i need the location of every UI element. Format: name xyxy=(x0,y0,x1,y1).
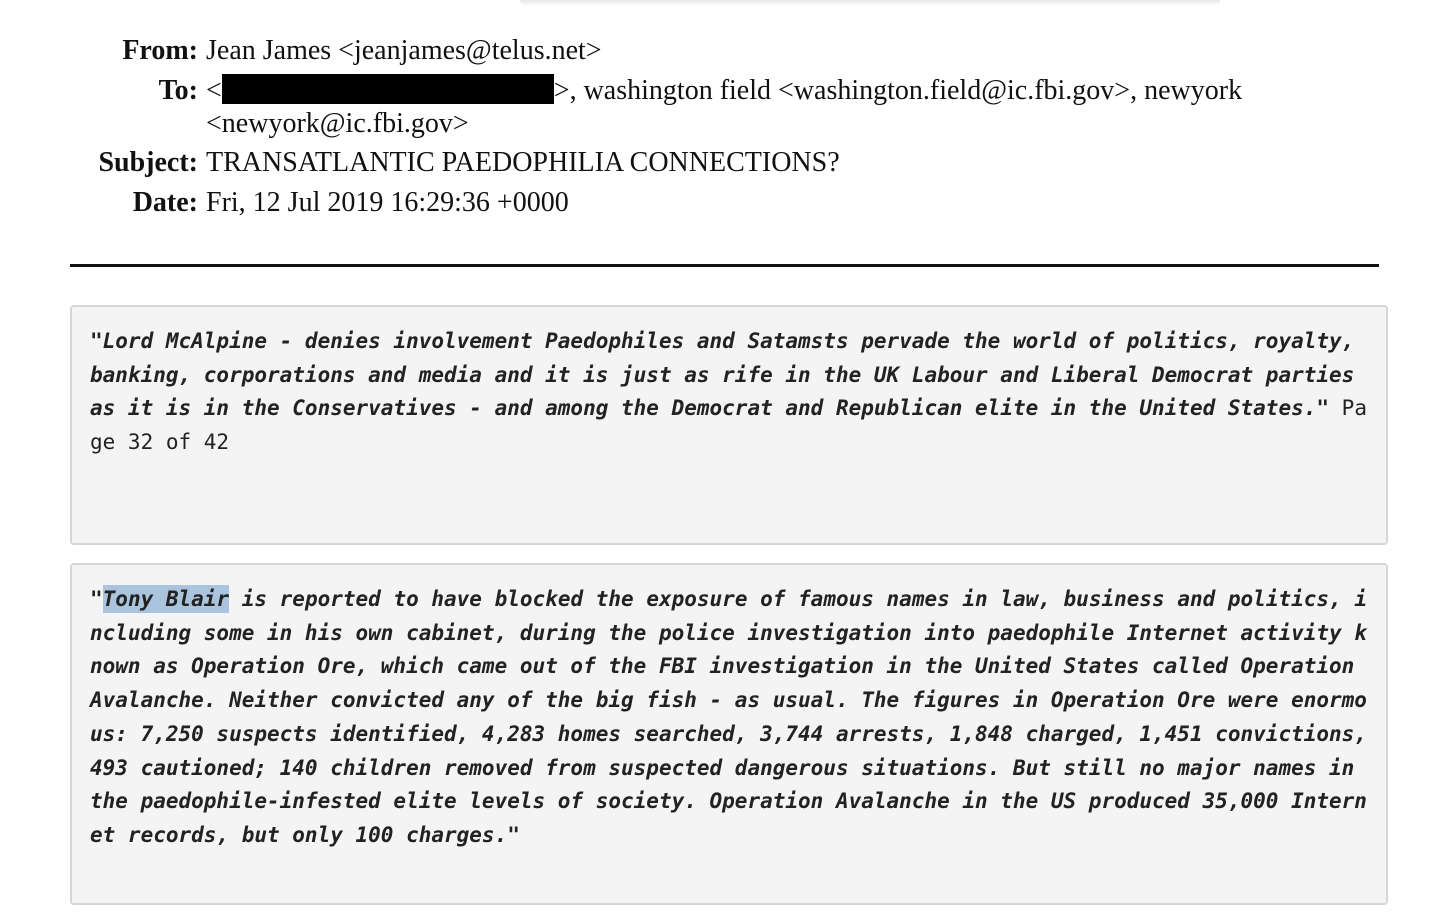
to-label: To: xyxy=(158,75,198,106)
subject-row xyxy=(0,146,1456,180)
quote-text xyxy=(90,325,1368,460)
from-label: From: xyxy=(122,35,198,66)
date-value: Fri, 12 Jul 2019 16:29:36 +0000 xyxy=(206,187,569,218)
redaction-block xyxy=(222,74,554,104)
date-label: Date: xyxy=(132,187,198,218)
to-recipients: >, washington field <washington.field@ic.fbi.gov>, newyork <newyork@ic.fbi.gov> xyxy=(206,75,1243,139)
quote-block-operation-ore xyxy=(70,563,1388,905)
subject-value: TRANSATLANTIC PAEDOPHILIA CONNECTIONS? xyxy=(206,147,840,178)
to-value xyxy=(206,74,1286,140)
quote-body: "Lord McAlpine - denies involvement Paedophiles and Satamsts pervade the world of politics, royalty, banking, corporations and media and it is just as rife in the UK Labour and Liberal Democrat parties as it is in the Conservatives - and among the Democrat and Republican elite in the United States." xyxy=(90,329,1355,421)
quote-body: is reported to have blocked the exposure of famous names in law, business and politics, including some in his own cabinet, during the police investigation into paedophile Internet activity known as Operation Ore, which came out of the FBI investigation in the United States called Operation Avalanche. Neither convicted any of the big fish - as usual. The figures in Operation Ore were enormous: 7,250 suspects identified, 4,283 homes searched, 3,744 arrests, 1,848 charged, 1,451 convictions, 493 cautioned; 140 children removed from suspected dangerous situations. But still no major names in the paedophile-infested elite levels of society. Operation Avalanche in the US produced 35,000 Internet records, but only 100 charges." xyxy=(90,587,1367,847)
from-value: Jean James <jeanjames@telus.net> xyxy=(206,35,602,66)
open-quote: " xyxy=(90,587,103,611)
quote-text xyxy=(90,583,1368,853)
to-row xyxy=(0,74,1456,140)
subject-label: Subject: xyxy=(98,147,198,178)
quote-block-mcalpine xyxy=(70,305,1388,545)
header-divider xyxy=(70,264,1379,267)
highlighted-name[interactable]: Tony Blair xyxy=(102,587,230,611)
window-top-shadow xyxy=(520,0,1220,6)
email-header xyxy=(0,34,1456,220)
from-row xyxy=(0,34,1456,68)
page-note: Page 32 of 42 xyxy=(90,396,1367,455)
date-row xyxy=(0,186,1456,220)
to-prefix: < xyxy=(206,75,222,106)
